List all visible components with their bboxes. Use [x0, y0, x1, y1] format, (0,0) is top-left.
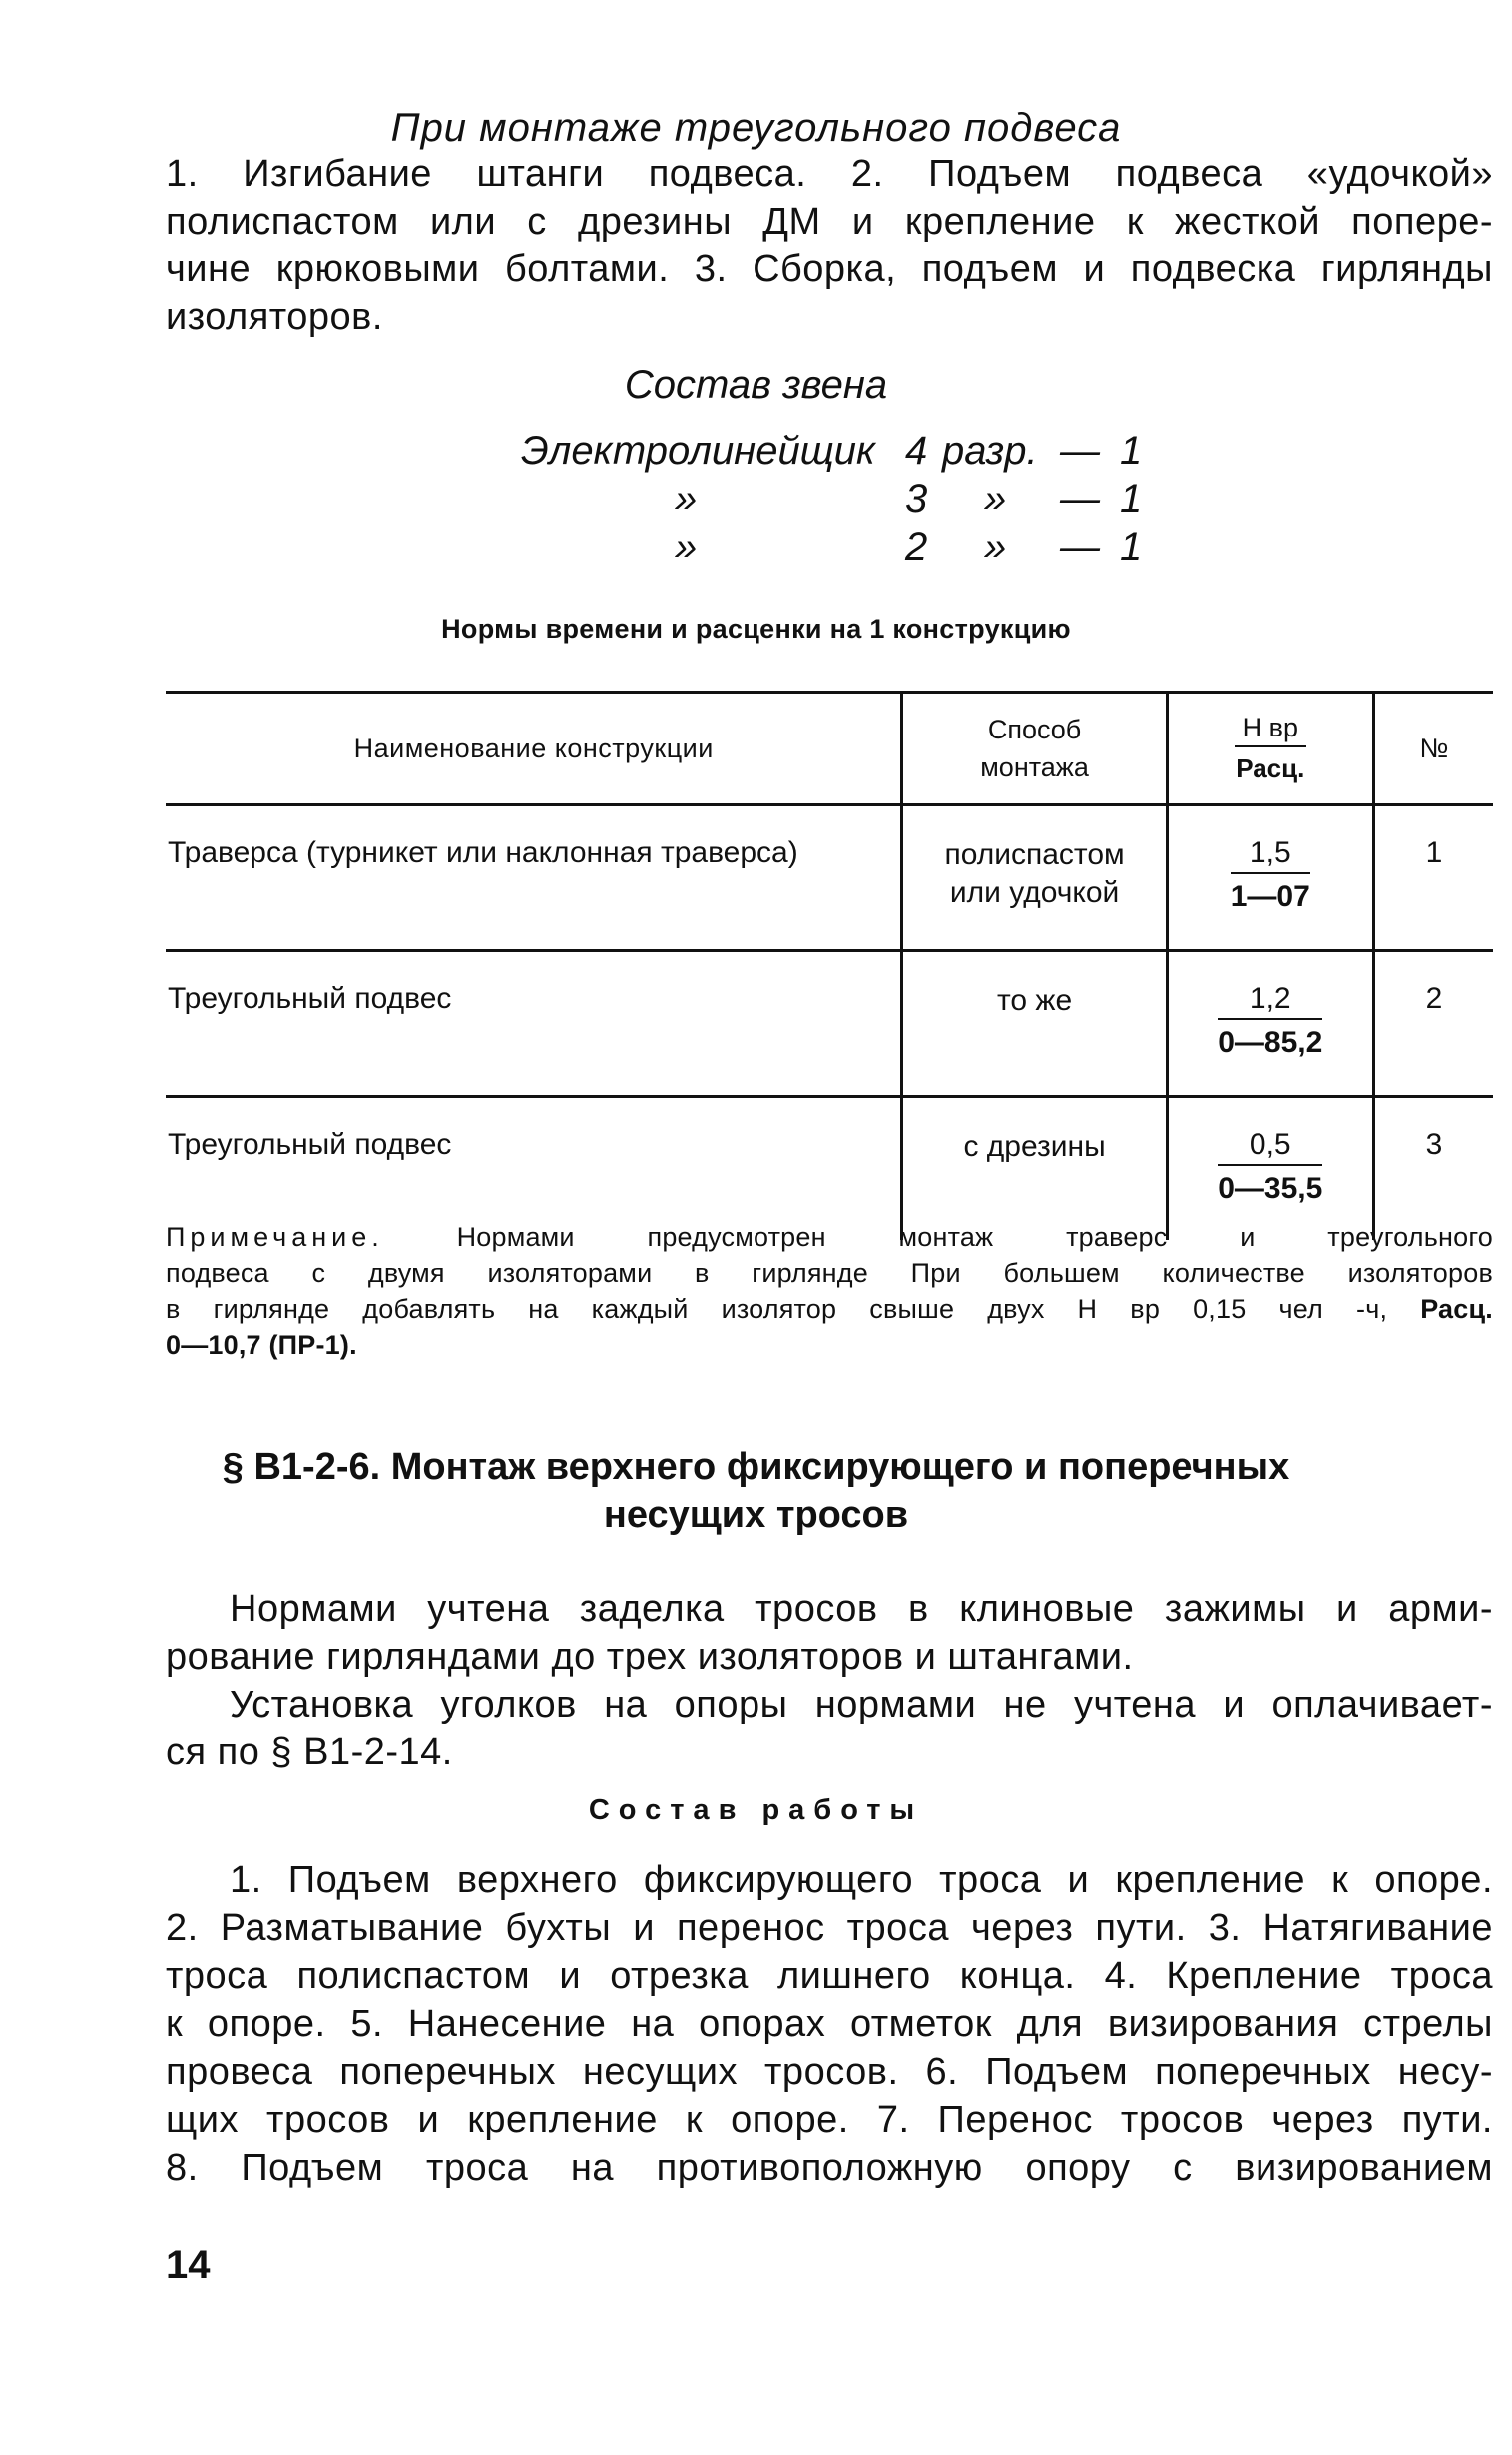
header-hours: Н вр	[1235, 713, 1306, 747]
note-line: подвеса с двумя изоляторами в гирлянде При большем количестве изоляторов	[166, 1258, 1493, 1288]
norms-table	[166, 691, 1493, 1240]
crew-trade: »	[675, 525, 698, 569]
header-price: Расц.	[1236, 753, 1305, 783]
cell-method	[902, 805, 1167, 951]
note-label: Примечание.	[166, 1223, 384, 1252]
cell-price: 0—85,2	[1218, 1026, 1323, 1059]
work-composition-title: Состав работы	[588, 1794, 924, 1826]
text-line: 2. Разматывание бухты и перенос троса через пути. 3. Натягивание	[166, 1907, 1493, 1949]
note-text: в гирлянде добавлять на каждый изолятор свыше двух Н вр 0,15 чел -ч,	[166, 1294, 1388, 1324]
cell-method	[902, 951, 1167, 1097]
crew-trade: »	[675, 477, 698, 521]
note-line	[166, 1291, 1493, 1327]
text-line: щих тросов и крепление к опоре. 7. Перенос тросов через пути.	[166, 2099, 1493, 2141]
header-method	[902, 693, 1167, 805]
crew-grade: 2	[905, 525, 928, 569]
crew-grade: 4	[905, 429, 928, 473]
cell-name: Треугольный подвес	[166, 951, 902, 1097]
crew-row	[0, 523, 1512, 571]
cell-name: Траверса (турникет или наклонная траверса)	[166, 805, 902, 951]
header-method-line: Способ	[987, 715, 1082, 744]
crew-grade: 3	[905, 477, 928, 521]
table-row	[166, 951, 1493, 1097]
cell-number: 1	[1373, 805, 1493, 951]
work-composition-text	[166, 1856, 1493, 2192]
cell-method-line: или удочкой	[949, 876, 1120, 909]
note-line: 0—10,7 (ПР-1).	[166, 1330, 357, 1360]
cell-name: Треугольный подвес	[168, 1128, 452, 1161]
section-heading-line: несущих тросов	[603, 1494, 909, 1536]
crew-dash: —	[1060, 429, 1100, 473]
crew-count: 1	[1120, 525, 1143, 569]
crew-unit: разр.	[942, 429, 1038, 473]
cell-hours: 1,2	[1218, 982, 1322, 1020]
text-line: Нормами учтена заделка тросов в клиновые зажимы и арми-	[230, 1588, 1493, 1630]
text-line: чине крюковыми болтами. 3. Сборка, подъем и подвеска гирлянды	[166, 248, 1493, 290]
text-line: провеса поперечных несущих тросов. 6. Подъем поперечных несу-	[166, 2051, 1493, 2093]
cell-number: 2	[1373, 951, 1493, 1097]
crew-title: Состав звена	[624, 363, 888, 407]
section-heading-line: § В1-2-6. Монтаж верхнего фиксирующего и поперечных	[222, 1446, 1290, 1488]
crew-count: 1	[1120, 477, 1143, 521]
cell-rate	[1167, 805, 1373, 951]
note-rate-label: Расц.	[1420, 1294, 1493, 1324]
cell-method-line: полиспастом	[944, 838, 1125, 871]
cell-price: 0—35,5	[1218, 1172, 1323, 1205]
text-line: 1. Подъем верхнего фиксирующего троса и крепление к опоре.	[230, 1859, 1493, 1901]
cell-hours: 0,5	[1218, 1128, 1322, 1166]
table-note	[166, 1220, 1493, 1363]
crew-dash: —	[1060, 477, 1100, 521]
text-line: полиспастом или с дрезины ДМ и крепление к жесткой попере-	[166, 201, 1493, 243]
section-intro	[166, 1585, 1493, 1776]
page-number: 14	[166, 2243, 211, 2287]
text-line: 8. Подъем троса на противоположную опору с визированием	[166, 2147, 1493, 2189]
crew-unit: »	[984, 525, 1007, 569]
header-rate	[1167, 693, 1373, 805]
triangular-paragraph	[166, 150, 1493, 341]
cell-number: 3	[1373, 1097, 1493, 1241]
text-line: 1. Изгибание штанги подвеса. 2. Подъем подвеса «удочкой»	[166, 153, 1493, 195]
table-header-row	[166, 693, 1493, 805]
table-title: Нормы времени и расценки на 1 конструкцию	[441, 614, 1071, 644]
crew-trade: Электролинейщик	[521, 429, 875, 473]
triangular-heading: При монтаже треугольного подвеса	[390, 106, 1122, 150]
crew-unit: »	[984, 477, 1007, 521]
header-name: Наименование конструкции	[166, 693, 902, 805]
crew-row	[0, 427, 1512, 475]
crew-row	[0, 475, 1512, 523]
header-method-line: монтажа	[980, 752, 1089, 782]
cell-rate	[1167, 951, 1373, 1097]
table-row	[166, 805, 1493, 951]
text-line: изоляторов.	[166, 296, 383, 338]
text-line: Установка уголков на опоры нормами не учтена и оплачивает-	[230, 1684, 1493, 1725]
cell-method-line: с дрезины	[963, 1130, 1106, 1163]
text-line: к опоре. 5. Нанесение на опорах отметок для визирования стрелы	[166, 2003, 1493, 2045]
cell-method-line: то же	[996, 984, 1073, 1017]
text-line: рование гирляндами до трех изоляторов и штангами.	[166, 1636, 1134, 1678]
section-heading	[0, 1443, 1512, 1539]
note-line	[166, 1220, 1493, 1255]
header-number: №	[1373, 693, 1493, 805]
text-line: ся по § В1-2-14.	[166, 1731, 453, 1773]
note-text: Нормами предусмотрен монтаж траверс и треугольного	[456, 1223, 1493, 1252]
cell-hours: 1,5	[1231, 836, 1310, 874]
cell-price: 1—07	[1230, 880, 1310, 913]
crew-count: 1	[1120, 429, 1143, 473]
crew-dash: —	[1060, 525, 1100, 569]
text-line: троса полиспастом и отрезка лишнего конца. 4. Крепление троса	[166, 1955, 1493, 1997]
